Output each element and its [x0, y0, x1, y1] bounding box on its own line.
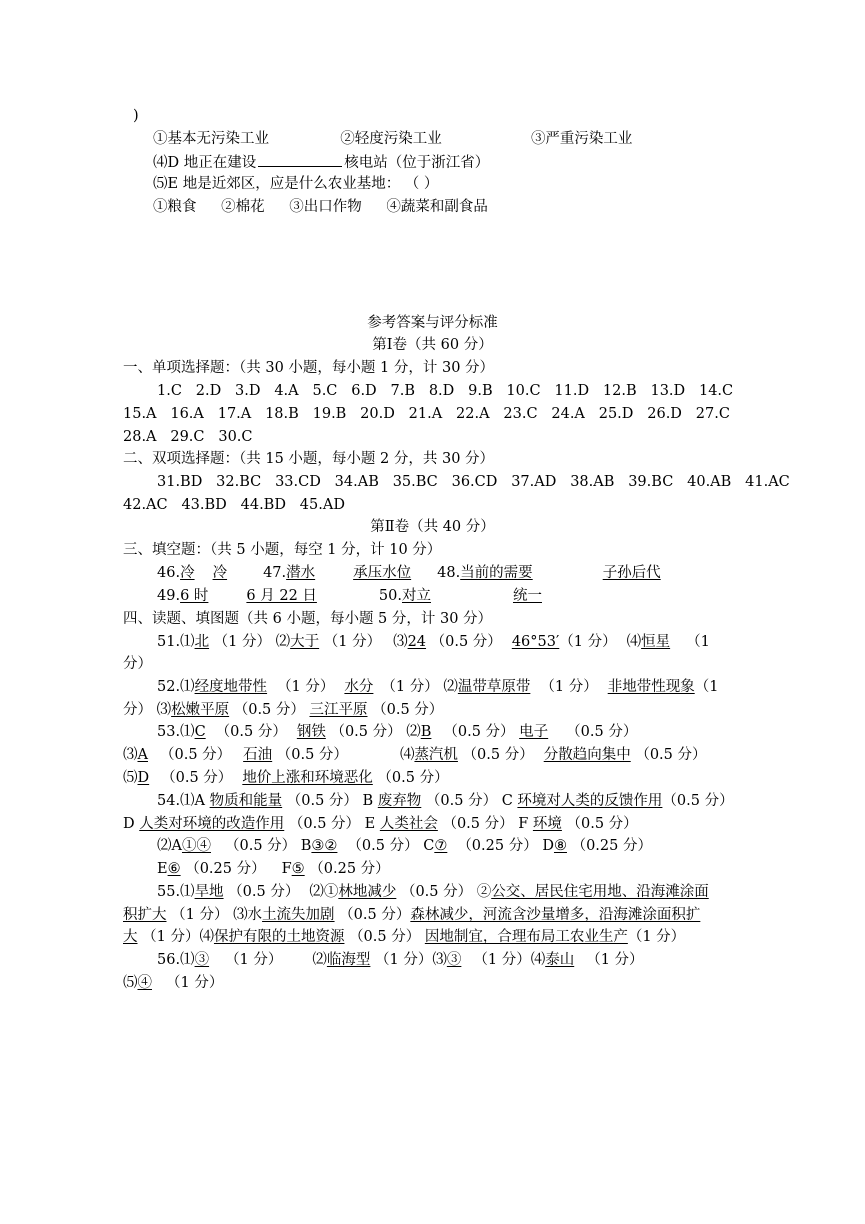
label-text: （0.5 分） [662, 793, 734, 809]
label-text: （0.5 分） [347, 838, 419, 854]
answer-text: 非地带性现象 [607, 679, 695, 695]
answer-text: D [137, 770, 150, 786]
top-question-4 [153, 152, 489, 173]
answer-text: 北 [194, 634, 210, 650]
answer-50b: 统一 [512, 588, 542, 604]
label-text: （1 分） [277, 679, 335, 695]
answer-46a: 冷 [180, 565, 195, 581]
answer-text: 46°53′ [511, 634, 560, 650]
label-text: （1 分） [323, 634, 382, 650]
label-text: ⑵ [275, 634, 291, 650]
label-text: （0.5 分） [425, 793, 498, 809]
answer-47b: 承压水位 [353, 565, 412, 581]
label-text: （0.5 分） [224, 838, 297, 854]
answer-53 [157, 722, 637, 742]
label-text: ①粮食 [153, 199, 197, 215]
section-2-row-2: 42.AC 43.BD 44.BD 45.AD [123, 497, 345, 513]
label-text: 52.⑴ [157, 679, 195, 695]
answer-text: 松嫩平原 [171, 702, 230, 718]
label-text: ⑶ [156, 702, 172, 718]
answer-53-row-3 [123, 768, 449, 788]
answer-text: 物质和能量 [209, 793, 283, 809]
label-text: （0.5 分） [228, 884, 300, 900]
label-text: ⑵ [406, 724, 421, 740]
label-text: （1 [686, 634, 710, 650]
section-1-row-3: 28.A 29.C 30.C [123, 429, 253, 445]
answer-text: ⑥ [167, 861, 181, 877]
label-text: F [518, 816, 529, 832]
answer-text: 废弃物 [377, 793, 422, 809]
answer-text: 石油 [243, 747, 273, 763]
answer-51-tail: 分） [123, 656, 152, 672]
label-text: （0.5 分） [566, 724, 638, 740]
label-text: （1 [694, 679, 719, 695]
answer-text: 因地制宜，合理布局工农业生产 [424, 929, 628, 945]
label-text: （1 分） [540, 679, 598, 695]
answer-53-row-2 [123, 745, 707, 765]
answer-text: ③ [446, 952, 462, 968]
part-1-heading: 第Ⅰ卷（共 60 分） [372, 337, 493, 353]
section-4-heading: 四、读题、填图题（共 6 小题，每小题 5 分，计 30 分） [123, 611, 493, 627]
label-text: （0.5 分） [330, 724, 402, 740]
label-text: C [423, 838, 435, 854]
label-text: （0.5 分） [372, 702, 444, 718]
section-2-row-1: 31.BD 32.BC 33.CD 34.AB 35.BC 36.CD 37.AD 38.AB 39.BC 40.AB 41.AC [157, 474, 790, 490]
label-text: ⑶ [123, 747, 138, 763]
label-text: （1 分） [381, 679, 439, 695]
label-text: 核电站（位于浙江省） [344, 155, 490, 171]
label-text: （0.5 分） [377, 770, 449, 786]
answer-51 [157, 632, 710, 652]
label-text: ② [476, 884, 492, 900]
answer-text: B [420, 724, 432, 740]
answer-54 [157, 791, 734, 811]
label-text: （1 分） [627, 929, 686, 945]
label-text: （0.5 分） [215, 724, 287, 740]
label-text: ⑵① [309, 884, 339, 900]
label-text: ⑵ [312, 952, 327, 968]
answer-48b: 子孙后代 [602, 565, 661, 581]
label-text: （0.5 分） [276, 747, 348, 763]
answer-text: 环境对人类的反馈作用 [517, 793, 663, 809]
label-text: 56.⑴ [157, 952, 195, 968]
answer-text: 电子 [519, 724, 549, 740]
label-text: 55.⑴ [157, 884, 195, 900]
option-1: ①基本无污染工业 [153, 131, 269, 147]
label-text: 50. [378, 588, 402, 604]
label-text: （0.5 分） [443, 724, 515, 740]
answer-46b: 冷 [212, 565, 228, 581]
label-text: （1 分） [559, 634, 617, 650]
answer-text: 经度地带性 [194, 679, 268, 695]
answer-text: 分散趋向集中 [543, 747, 631, 763]
label-text: 51.⑴ [157, 634, 195, 650]
answer-text: 保护有限的土地资源 [213, 929, 345, 945]
label-text: （0.5 分） [161, 770, 233, 786]
label-text: （1 分） [225, 952, 283, 968]
label-text: 46. [157, 565, 181, 581]
label-text: ⑷ [199, 929, 214, 945]
label-text: （0.5 分） [566, 816, 638, 832]
answer-text: ⑧ [553, 838, 567, 854]
answer-56 [157, 950, 644, 970]
label-text: C [501, 793, 513, 809]
answer-text: 人类对环境的改造作用 [139, 816, 285, 832]
label-text: （1 分） [473, 952, 531, 968]
section-3-heading: 三、填空题：（共 5 小题，每空 1 分，计 10 分） [123, 542, 442, 558]
label-text: ④蔬菜和副食品 [386, 199, 488, 215]
section-1-row-2: 15.A 16.A 17.A 18.B 19.B 20.D 21.A 22.A 23.C 24.A 25.D 26.D 27.C [123, 406, 730, 422]
label-text: ⑵A [157, 838, 182, 854]
label-text: ③出口作物 [289, 199, 362, 215]
answer-text: ⑦ [434, 838, 448, 854]
answer-text: 旱地 [194, 884, 224, 900]
label-text: （0.5 分） [462, 747, 534, 763]
label-text: B [300, 838, 312, 854]
label-text: ⑸ [123, 770, 138, 786]
label-text: （0.25 分） [457, 838, 538, 854]
answer-text: 24 [407, 634, 427, 650]
section-3-row-1 [157, 563, 661, 583]
section-2-heading: 二、双项选择题：（共 15 小题，每小题 2 分，共 30 分） [123, 451, 495, 467]
answer-text: 温带草原带 [457, 679, 531, 695]
answer-text: 大于 [290, 634, 320, 650]
answer-text: ③ [194, 952, 210, 968]
label-text: （0.5 分） [159, 747, 232, 763]
answer-text: 泰山 [545, 952, 575, 968]
top-question-5: ⑸E 地是近郊区，应是什么农业基地： （ ） [153, 176, 439, 192]
answer-48a: 当前的需要 [460, 565, 533, 581]
section-3-row-2 [157, 586, 542, 606]
answer-text: 土流失加剧 [262, 907, 335, 923]
answer-text: 水分 [344, 679, 374, 695]
label-text: （0.5 分） [442, 816, 514, 832]
answer-text: ③② [311, 838, 338, 854]
label-text: （0.5 分） [349, 929, 421, 945]
answer-text: 森林减少，河流含沙量增多，沿海滩涂面积扩 [410, 907, 701, 923]
label-text: ⑷D 地正在建设 [153, 155, 257, 171]
label-text: （1 分） [166, 975, 224, 991]
answer-text: 恒星 [641, 634, 671, 650]
top-paren: ) [133, 108, 139, 124]
part-2-heading: 第Ⅱ卷（共 40 分） [370, 519, 495, 535]
label-text: E [364, 816, 376, 832]
label-text: 49. [157, 588, 181, 604]
label-text: （0.5 分） [400, 884, 473, 900]
label-text: B [362, 793, 374, 809]
label-text: ⑷ [626, 634, 642, 650]
answer-55 [157, 882, 709, 902]
label-text: ②棉花 [221, 199, 265, 215]
answer-54-row-4 [157, 859, 390, 879]
answer-55-row-3 [123, 927, 685, 947]
label-text: （0.5 分） [288, 816, 361, 832]
answer-text: C [194, 724, 206, 740]
label-text: （0.25 分） [309, 861, 390, 877]
answer-text: 林地减少 [338, 884, 397, 900]
label-text: （0.25 分） [571, 838, 652, 854]
label-text: ⑶ [432, 952, 447, 968]
label-text: 54.⑴A [157, 793, 206, 809]
label-text: （0.5 分） [233, 702, 305, 718]
answer-text: 蒸汽机 [414, 747, 458, 763]
label-text: F [281, 861, 292, 877]
option-3: ③严重污染工业 [530, 131, 633, 147]
label-text: 53.⑴ [157, 724, 195, 740]
answer-56-row-2 [123, 973, 223, 993]
label-text: ⑵ [443, 679, 458, 695]
answer-55-row-2 [123, 905, 700, 925]
answer-text: ④ [137, 975, 152, 991]
label-text: （0.25 分） [185, 861, 266, 877]
option-2: ②轻度污染工业 [340, 131, 442, 147]
answer-text: A [137, 747, 148, 763]
label-text: ⑷ [530, 952, 546, 968]
answer-text: 钢铁 [296, 724, 326, 740]
top-options-line [153, 129, 632, 149]
answer-text: 环境 [532, 816, 562, 832]
answer-54-row-2 [123, 814, 638, 834]
answer-54-row-3 [157, 836, 652, 856]
answer-text: 积扩大 [123, 907, 167, 923]
label-text: 47. [263, 565, 287, 581]
label-text: D [542, 838, 554, 854]
label-text: （1 分） [586, 952, 644, 968]
label-text: 48. [437, 565, 461, 581]
answer-text: ①④ [181, 838, 211, 854]
answer-49a: 6 时 [180, 588, 209, 604]
answer-text: 临海型 [326, 952, 371, 968]
page-title: 参考答案与评分标准 [367, 315, 498, 331]
label-text: （1 分） [375, 952, 433, 968]
label-text: （1 分） [142, 929, 200, 945]
answer-text: 大 [123, 929, 138, 945]
label-text: 分） [123, 702, 152, 718]
answer-text: 人类社会 [379, 816, 438, 832]
label-text: ⑶水 [233, 907, 263, 923]
answer-text: ⑤ [291, 861, 305, 877]
section-1-row-1: 1.C 2.D 3.D 4.A 5.C 6.D 7.B 8.D 9.B 10.C 11.D 12.B 13.D 14.C [157, 383, 734, 399]
answer-52 [157, 677, 718, 697]
answer-47a: 潜水 [286, 565, 316, 581]
top-options-line-2 [153, 197, 488, 217]
fill-blank [258, 152, 342, 167]
answer-text: 公交、居民住宅用地、沿海滩涂面 [491, 884, 709, 900]
label-text: （0.5 分） [635, 747, 707, 763]
answer-text: 三江平原 [309, 702, 368, 718]
answer-50a: 对立 [401, 588, 431, 604]
answer-text: 地价上涨和环境恶化 [242, 770, 373, 786]
answer-52-tail [123, 700, 443, 720]
label-text: ⑷ [399, 747, 415, 763]
section-1-heading: 一、单项选择题：（共 30 小题，每小题 1 分，计 30 分） [123, 360, 495, 376]
label-text: ⑶ [393, 634, 408, 650]
label-text: （0.5 分） [430, 634, 502, 650]
label-text: （0.5 分） [286, 793, 358, 809]
label-text: D [123, 816, 135, 832]
label-text: E [157, 861, 168, 877]
label-text: （0.5 分） [339, 907, 411, 923]
label-text: （1 分） [171, 907, 229, 923]
label-text: （1 分） [213, 634, 272, 650]
label-text: ⑸ [123, 975, 138, 991]
answer-49b: 6 月 22 日 [246, 588, 317, 604]
